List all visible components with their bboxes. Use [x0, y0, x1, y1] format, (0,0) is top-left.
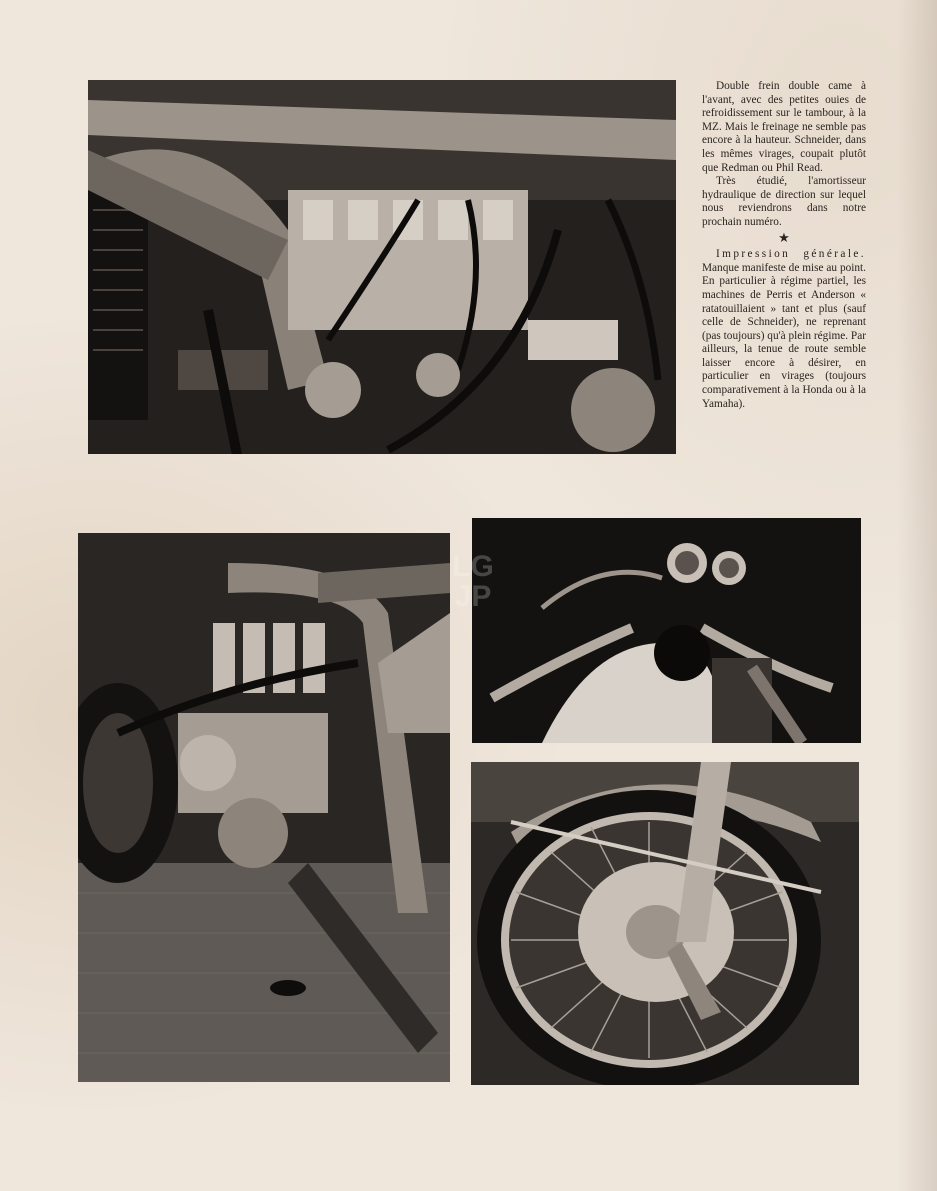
- photo-engine-side: [78, 533, 450, 1082]
- watermark-line-2: JP: [454, 580, 492, 613]
- photo-engine-top: [88, 80, 676, 454]
- engine-top-illustration: [88, 80, 676, 454]
- engine-side-illustration: [78, 533, 450, 1082]
- watermark-line-1: LG: [452, 550, 494, 583]
- watermark-logo: [418, 552, 528, 632]
- page-edge-shadow: [897, 0, 937, 1191]
- article-paragraph-3: [702, 248, 866, 411]
- article-paragraph-1: Double frein double came à l'avant, avec des petites ouies de refroidissement sur le tambour, à la MZ. Mais le freinage ne semble pas encore à la hauteur. Schneider, dans les mêmes virages, coupait plutôt que Redman ou Phil Read.: [702, 80, 866, 174]
- paragraph-lead: Impression générale.: [716, 248, 866, 261]
- article-text-column: [702, 80, 866, 411]
- photo-front-wheel: [471, 762, 859, 1085]
- article-paragraph-2: Très étudié, l'amortisseur hydraulique de direction sur lequel nous reviendrons dans notre prochain numéro.: [702, 175, 866, 228]
- photo-handlebars: [472, 518, 861, 743]
- handlebars-illustration: [472, 518, 861, 743]
- front-wheel-illustration: [471, 762, 859, 1085]
- paragraph-3-body: Manque manifeste de mise au point. En particulier à régime partiel, les machines de Perris et Anderson « ratatouillaient » tant et plus (sauf celle de Schneider), ne reprenant (pas toujours) qu'à plein régime. Par ailleurs, la tenue de route semble laisser encore à désirer, en particulier en virages (toujours comparativement à la Honda ou à la Yamaha).: [702, 261, 866, 410]
- section-separator-star: ★: [778, 229, 790, 245]
